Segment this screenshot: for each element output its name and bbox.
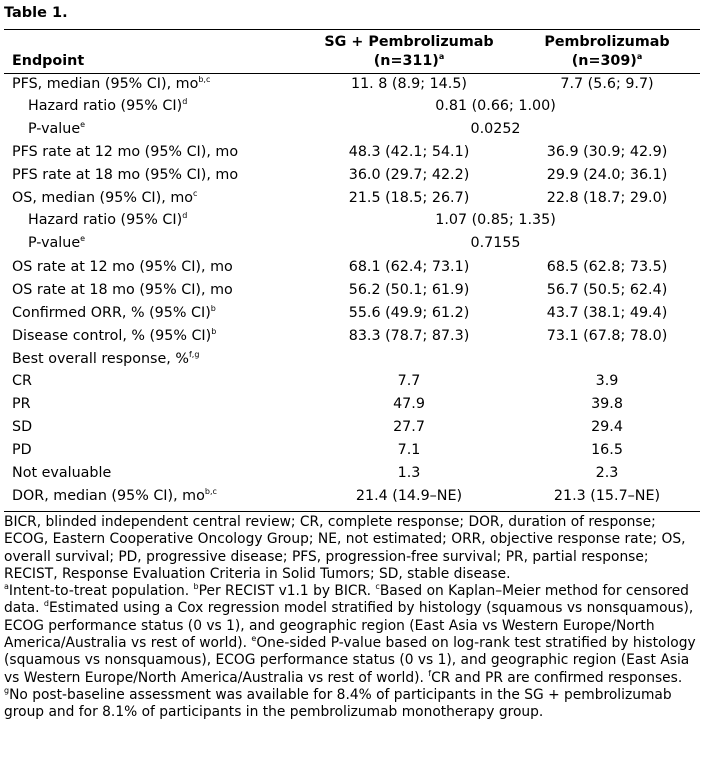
row-value-combined: 0.0252: [470, 121, 521, 137]
header-sg-line2: (n=311)$^a$: [373, 52, 445, 69]
row-label: CR: [12, 373, 32, 389]
footnote-mark: g: [4, 685, 10, 695]
footnote-text: One-sided P-value based on log-rank test stratified by histology (squamous vs nonsquamous), ECOG performance status (0 vs 1), and geographic region (East Asia vs Western Europe/North America/Australia vs rest of world).: [4, 635, 696, 686]
header-endpoint: Endpoint: [12, 53, 85, 69]
row-value-sg-pembrolizumab: 21.4 (14.9–NE): [355, 488, 463, 504]
row-label: Best overall response, %$^{f,g}$: [12, 350, 200, 367]
footnote-text: Intent-to-treat population.: [8, 583, 194, 600]
header-pem-line1: Pembrolizumab: [544, 34, 670, 50]
row-label: OS rate at 12 mo (95% CI), mo: [12, 259, 233, 275]
row-label: Confirmed ORR, % (95% CI)$^b$: [12, 304, 216, 321]
footnotes: [4, 514, 704, 722]
row-value-pembrolizumab: 39.8: [591, 396, 623, 412]
row-value-pembrolizumab: 29.4: [591, 419, 623, 435]
row-label: PFS, median (95% CI), mo$^{b,c}$: [12, 75, 211, 92]
table-title: Table 1.: [4, 5, 68, 21]
row-value-combined: 0.81 (0.66; 1.00): [435, 98, 556, 114]
row-value-sg-pembrolizumab: 7.1: [397, 442, 421, 458]
footnote-abbreviations: BICR, blinded independent central review; CR, complete response; DOR, duration of response; ECOG, Eastern Cooperative Oncology Group; NE, not estimated; ORR, objective response rate; OS, overall survival; PD, progressive disease; PFS, progression-free survival; PR, partial response; RECIST, Response Evaluation Criteria in Solid Tumors; SD, stable disease.: [4, 514, 686, 582]
row-value-sg-pembrolizumab: 68.1 (62.4; 73.1): [348, 259, 470, 275]
row-label: DOR, median (95% CI), mo$^{b,c}$: [12, 487, 217, 504]
row-value-sg-pembrolizumab: 36.0 (29.7; 42.2): [348, 167, 470, 183]
row-label: P-value$^e$: [28, 120, 86, 137]
row-label: PFS rate at 18 mo (95% CI), mo: [12, 167, 239, 183]
row-value-sg-pembrolizumab: 55.6 (49.9; 61.2): [348, 305, 470, 321]
row-value-pembrolizumab: 7.7 (5.6; 9.7): [560, 76, 654, 92]
header-sg-line1: SG + Pembrolizumab: [324, 34, 494, 50]
row-value-pembrolizumab: 29.9 (24.0; 36.1): [546, 167, 668, 183]
bottom-rule: [4, 511, 700, 512]
footnote-mark: a: [4, 582, 9, 592]
footnote-mark: d: [43, 599, 49, 609]
row-value-pembrolizumab: 56.7 (50.5; 62.4): [546, 282, 668, 298]
row-label: Disease control, % (95% CI)$^b$: [12, 327, 217, 344]
row-label: OS, median (95% CI), $mo^c$: [12, 189, 198, 206]
row-label: P-value$^e$: [28, 234, 86, 251]
row-value-pembrolizumab: 68.5 (62.8; 73.5): [546, 259, 668, 275]
row-value-pembrolizumab: 2.3: [595, 465, 619, 481]
row-label: Hazard ratio (95% CI)$^d$: [28, 97, 188, 114]
row-value-sg-pembrolizumab: 21.5 (18.5; 26.7): [348, 190, 470, 206]
footnote-text: Based on Kaplan–Meier method for censored data.: [4, 583, 689, 617]
row-value-sg-pembrolizumab: 27.7: [393, 419, 425, 435]
footnote-notes: [4, 583, 704, 721]
top-rule: [4, 29, 700, 30]
row-value-pembrolizumab: 43.7 (38.1; 49.4): [546, 305, 668, 321]
footnote-mark: f: [428, 668, 432, 678]
row-value-pembrolizumab: 3.9: [595, 373, 619, 389]
row-value-sg-pembrolizumab: 47.9: [393, 396, 425, 412]
row-value-pembrolizumab: 21.3 (15.7–NE): [553, 488, 661, 504]
row-value-sg-pembrolizumab: 83.3 (78.7; 87.3): [348, 328, 470, 344]
row-value-pembrolizumab: 73.1 (67.8; 78.0): [546, 328, 668, 344]
row-label: PD: [12, 442, 32, 458]
header-pem-line2: (n=309)$^a$: [571, 52, 643, 69]
footnote-text: Per RECIST v1.1 by BICR.: [198, 583, 376, 600]
row-value-pembrolizumab: 36.9 (30.9; 42.9): [546, 144, 668, 160]
row-value-pembrolizumab: 16.5: [591, 442, 623, 458]
row-label: PR: [12, 396, 31, 412]
row-label: OS rate at 18 mo (95% CI), mo: [12, 282, 233, 298]
row-value-combined: 0.7155: [470, 235, 521, 251]
footnote-mark: c: [375, 582, 380, 592]
row-value-sg-pembrolizumab: 7.7: [397, 373, 421, 389]
row-label: Hazard ratio (95% CI)$^d$: [28, 211, 188, 228]
row-value-pembrolizumab: 22.8 (18.7; 29.0): [546, 190, 668, 206]
footnote-text: Estimated using a Cox regression model stratified by histology (squamous vs nonsquamous), ECOG performance status (0 vs 1), and geographic region (East Asia vs Western Europe/North America/Australia vs rest of world).: [4, 600, 694, 652]
row-value-sg-pembrolizumab: 1.3: [397, 465, 421, 481]
row-value-sg-pembrolizumab: 48.3 (42.1; 54.1): [348, 144, 470, 160]
header-sg-pembrolizumab: [291, 33, 527, 71]
row-value-sg-pembrolizumab: 56.2 (50.1; 61.9): [348, 282, 470, 298]
header-pembrolizumab: [514, 33, 700, 71]
row-label: PFS rate at 12 mo (95% CI), mo: [12, 144, 239, 160]
footnote-mark: e: [251, 634, 257, 644]
footnote-text: CR and PR are confirmed responses.: [431, 669, 683, 686]
row-label: SD: [12, 419, 33, 435]
footnote-text: No post-baseline assessment was available for 8.4% of participants in the SG + pembrolizumab group and for 8.1% of participants in the pembrolizumab monotherapy group.: [4, 686, 672, 721]
row-value-sg-pembrolizumab: 11. 8 (8.9; 14.5): [350, 76, 467, 92]
row-label: Not evaluable: [12, 465, 112, 481]
footnote-mark: b: [193, 582, 199, 592]
row-value-combined: 1.07 (0.85; 1.35): [435, 212, 556, 228]
